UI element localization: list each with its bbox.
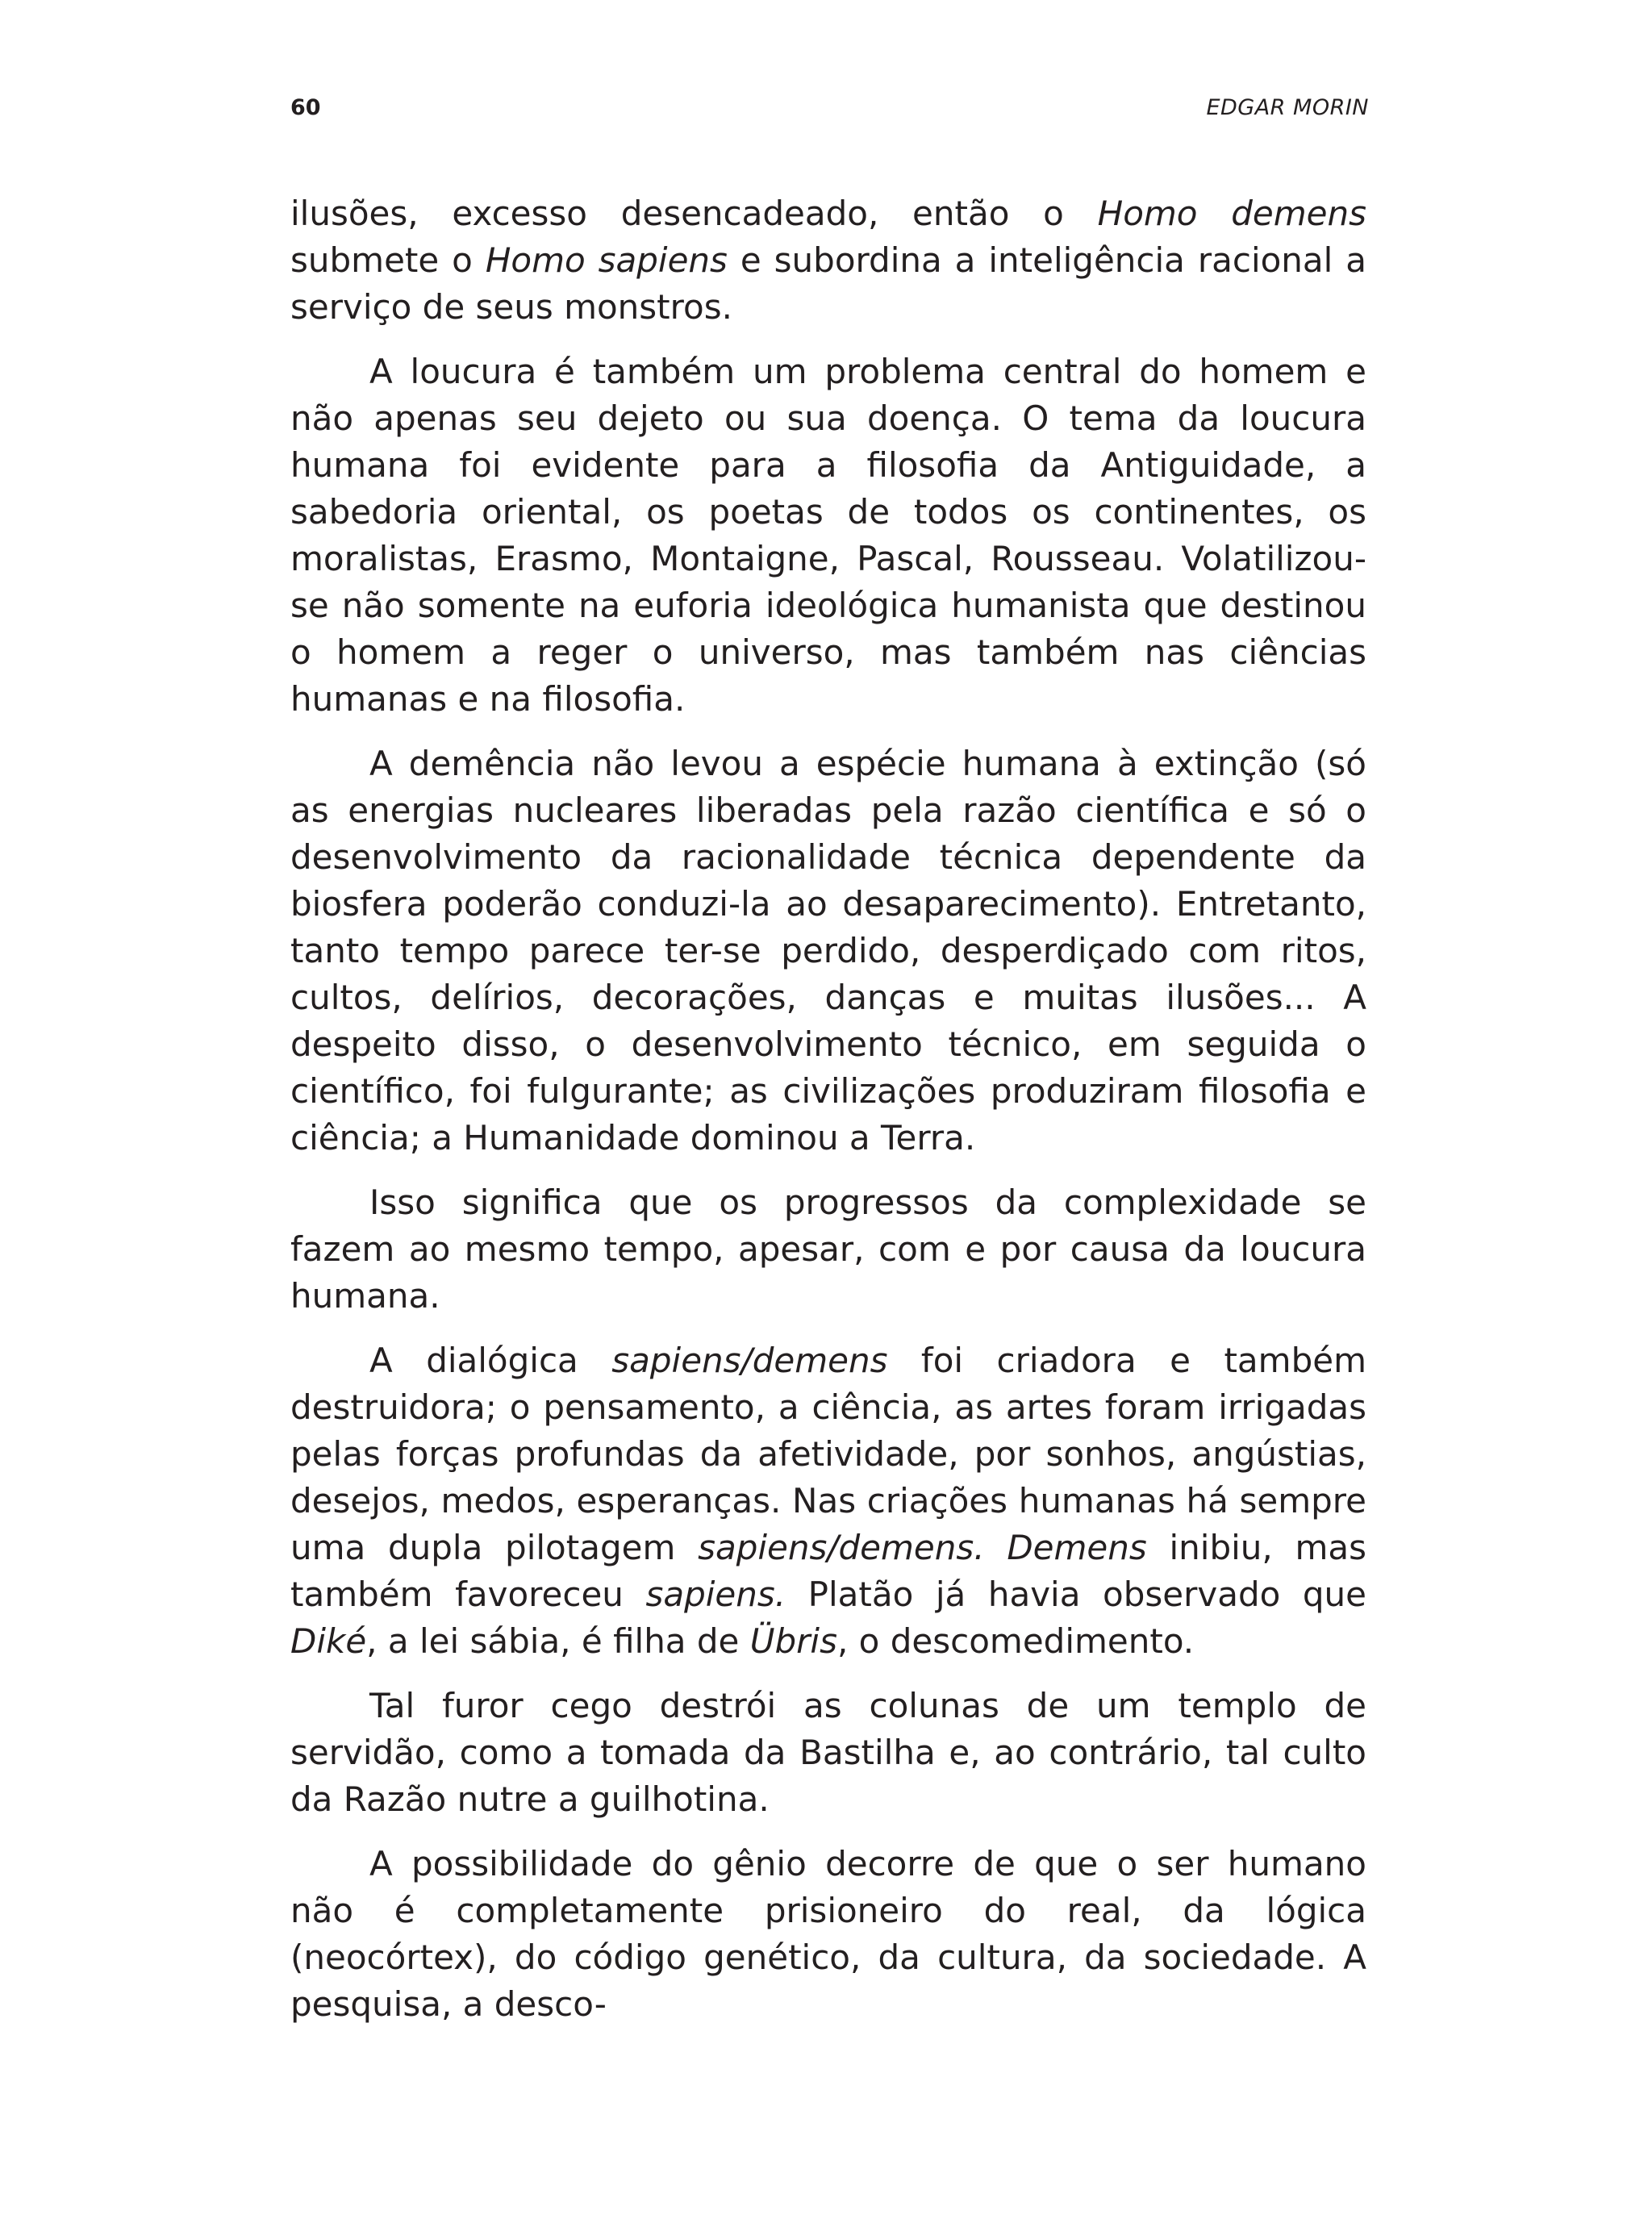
text-run: , o descomedimento. <box>836 1621 1195 1661</box>
body-text <box>290 190 1366 2046</box>
italic-term: sapiens. <box>645 1575 786 1614</box>
text-run: Isso significa que os progressos da complexidade se fazem ao mesmo tempo, apesar, com e por causa da loucura humana. <box>290 1183 1366 1316</box>
paragraph-7 <box>290 1841 1366 2028</box>
paragraph-2 <box>290 348 1366 723</box>
running-head-author: EDGAR MORIN <box>1206 95 1369 120</box>
text-run: foi criadora e também destruidora; o pensamento, a ciência, as artes foram irrigadas pelas forças profundas da afetividade, por sonhos, angústias, desejos, medos, esperanças. Nas criações humanas há sempre uma dupla pilotagem <box>290 1341 1366 1567</box>
paragraph-1 <box>290 190 1366 331</box>
italic-term: sapiens/demens <box>611 1341 888 1380</box>
text-run: Tal furor cego destrói as colunas de um templo de servidão, como a tomada da Bastilha e, ao contrário, tal culto da Razão nutre a guilhotina. <box>290 1686 1366 1819</box>
paragraph-4 <box>290 1179 1366 1320</box>
page-number: 60 <box>290 95 321 120</box>
italic-term: sapiens/demens. Demens <box>698 1528 1147 1567</box>
text-run: A possibilidade do gênio decorre de que o ser humano não é completamente prisioneiro do real, da lógica (neocórtex), do código genético, da cultura, da sociedade. A pesquisa, a desco- <box>290 1844 1366 2024</box>
italic-term: Homo demens <box>1097 194 1366 233</box>
paragraph-3 <box>290 740 1366 1162</box>
text-run: Platão já havia observado que <box>786 1575 1366 1614</box>
text-run: , a lei sábia, é filha de <box>366 1621 750 1661</box>
text-run: A demência não levou a espécie humana à extinção (só as energias nucleares liberadas pela razão científica e só o desenvolvimento da racionalidade técnica dependente da biosfera poderão conduzi-la ao desaparecimento). Entretanto, tanto tempo parece ter-se perdido, desperdiçado com ritos, cultos, delírios, decorações, danças e muitas ilusões... A despeito disso, o desenvolvimento técnico, em seguida o científico, foi fulgurante; as civilizações produziram filosofia e ciência; a Humanidade dominou a Terra. <box>290 744 1366 1158</box>
text-run: A loucura é também um problema central do homem e não apenas seu dejeto ou sua doença. O tema da loucura humana foi evidente para a filosofia da Antiguidade, a sabedoria oriental, os poetas de todos os continentes, os moralistas, Erasmo, Montaigne, Pascal, Rousseau. Volatilizou-se não somente na euforia ideológica humanista que destinou o homem a reger o universo, mas também nas ciências humanas e na filosofia. <box>290 352 1366 719</box>
text-run: e subordina a inteligência racional a serviço de seus monstros. <box>290 240 1367 327</box>
text-run: inibiu, mas também favoreceu <box>290 1528 1366 1614</box>
italic-term: Homo sapiens <box>485 240 728 280</box>
paragraph-6 <box>290 1683 1366 1823</box>
paragraph-5 <box>290 1337 1366 1665</box>
text-run: A dialógica <box>369 1341 612 1380</box>
italic-term: Diké <box>290 1621 367 1661</box>
text-run: submete o <box>290 240 486 280</box>
italic-term: Übris <box>749 1621 837 1661</box>
text-run: ilusões, excesso desencadeado, então o <box>290 194 1098 233</box>
